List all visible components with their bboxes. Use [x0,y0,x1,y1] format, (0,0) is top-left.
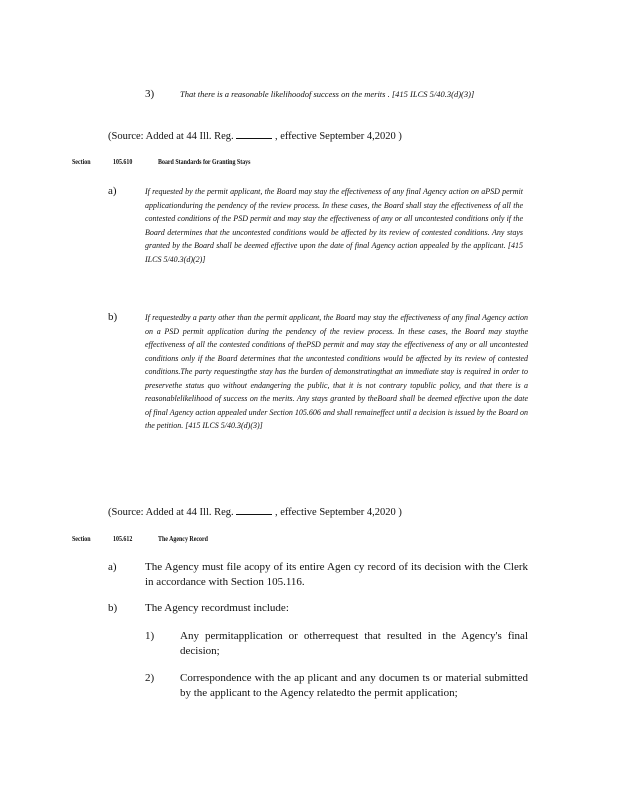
section-title: The Agency Record [158,535,208,543]
subsection-text: The Agency recordmust include: [145,602,289,614]
subsection-text: The Agency must file acopy of its entire Agen cy record of its decision with the Clerk in accordance with Section 105.116. [145,561,528,588]
section-title: Board Standards for Granting Stays [158,158,251,166]
source-prefix: (Source: Added at 44 Ill. Reg. [108,131,234,142]
subsection-marker: b) [108,602,118,614]
section-number: 105.610 [113,158,133,166]
source-suffix: , effective September 4,2020 ) [274,131,402,142]
section-number: 105.612 [113,535,133,543]
item-text: That there is a reasonable likelihoodof success on the merits . [415 ILCS 5/40.3(d)(3)] [180,89,475,99]
section-label: Section [72,535,91,543]
source-note [108,129,528,142]
source-note [108,505,528,518]
subsection-marker: b) [108,311,118,323]
subsection-marker: a) [108,185,117,197]
source-prefix: (Source: Added at 44 Ill. Reg. [108,507,234,518]
item-number: 3) [145,88,155,100]
subsection-text: If requestedby a party other than the permit applicant, the Board may stay the effectiveness of any final Agency action on a PSD permit application during the pendency of the review process. In these cases, the Board may staythe effectiveness of all the contested conditions of thePSD permit and may stay the effectiveness of any or all uncontested conditions only if the Board determines that the uncontested conditions would be affected by its review of contested conditions.The party requestingthe stay has the burden of demonstratingthat an immediate stay is required in order to preservethe status quo without endangering the public, that it is not contrary topublic policy, and that there is a reasonablelikelihood of success on the merits. Any stays granted by theBoard shall be deemed effective upon the date of final Agency action appealed under Section 105.606 and shall remaineffect until a decision is issued by the Board on the petition. [415 ILCS 5/40.3(d)(3)] [145,313,528,430]
section-label: Section [72,158,91,166]
list-item-marker: 1) [145,630,155,642]
blank-line [236,129,272,139]
subsection-text: If requested by the permit applicant, the Board may stay the effectiveness of any final Agency action on aPSD permit applicationduring the pendency of the review process. In these cases, the Board shall stay the effectiveness of all the contested conditions of the PSD permit and may stay the effectiveness of any or all uncontested conditions only if the Board determines that the uncontested conditions would be affected by its review of contested conditions. Any stays granted by the Board shall be deemed effective upon the date of final Agency action appealed by the applicant. [415 ILCS 5/40.3(d)(2)] [145,187,523,264]
source-suffix: , effective September 4,2020 ) [274,507,402,518]
subsection-marker: a) [108,561,117,573]
blank-line [236,505,272,515]
list-item-text: Correspondence with the ap plicant and any documen ts or material submitted by the applicant to the Agency relatedto the permit application; [180,672,528,699]
list-item-marker: 2) [145,672,155,684]
list-item-text: Any permitapplication or otherrequest that resulted in the Agency's final decision; [180,630,528,657]
